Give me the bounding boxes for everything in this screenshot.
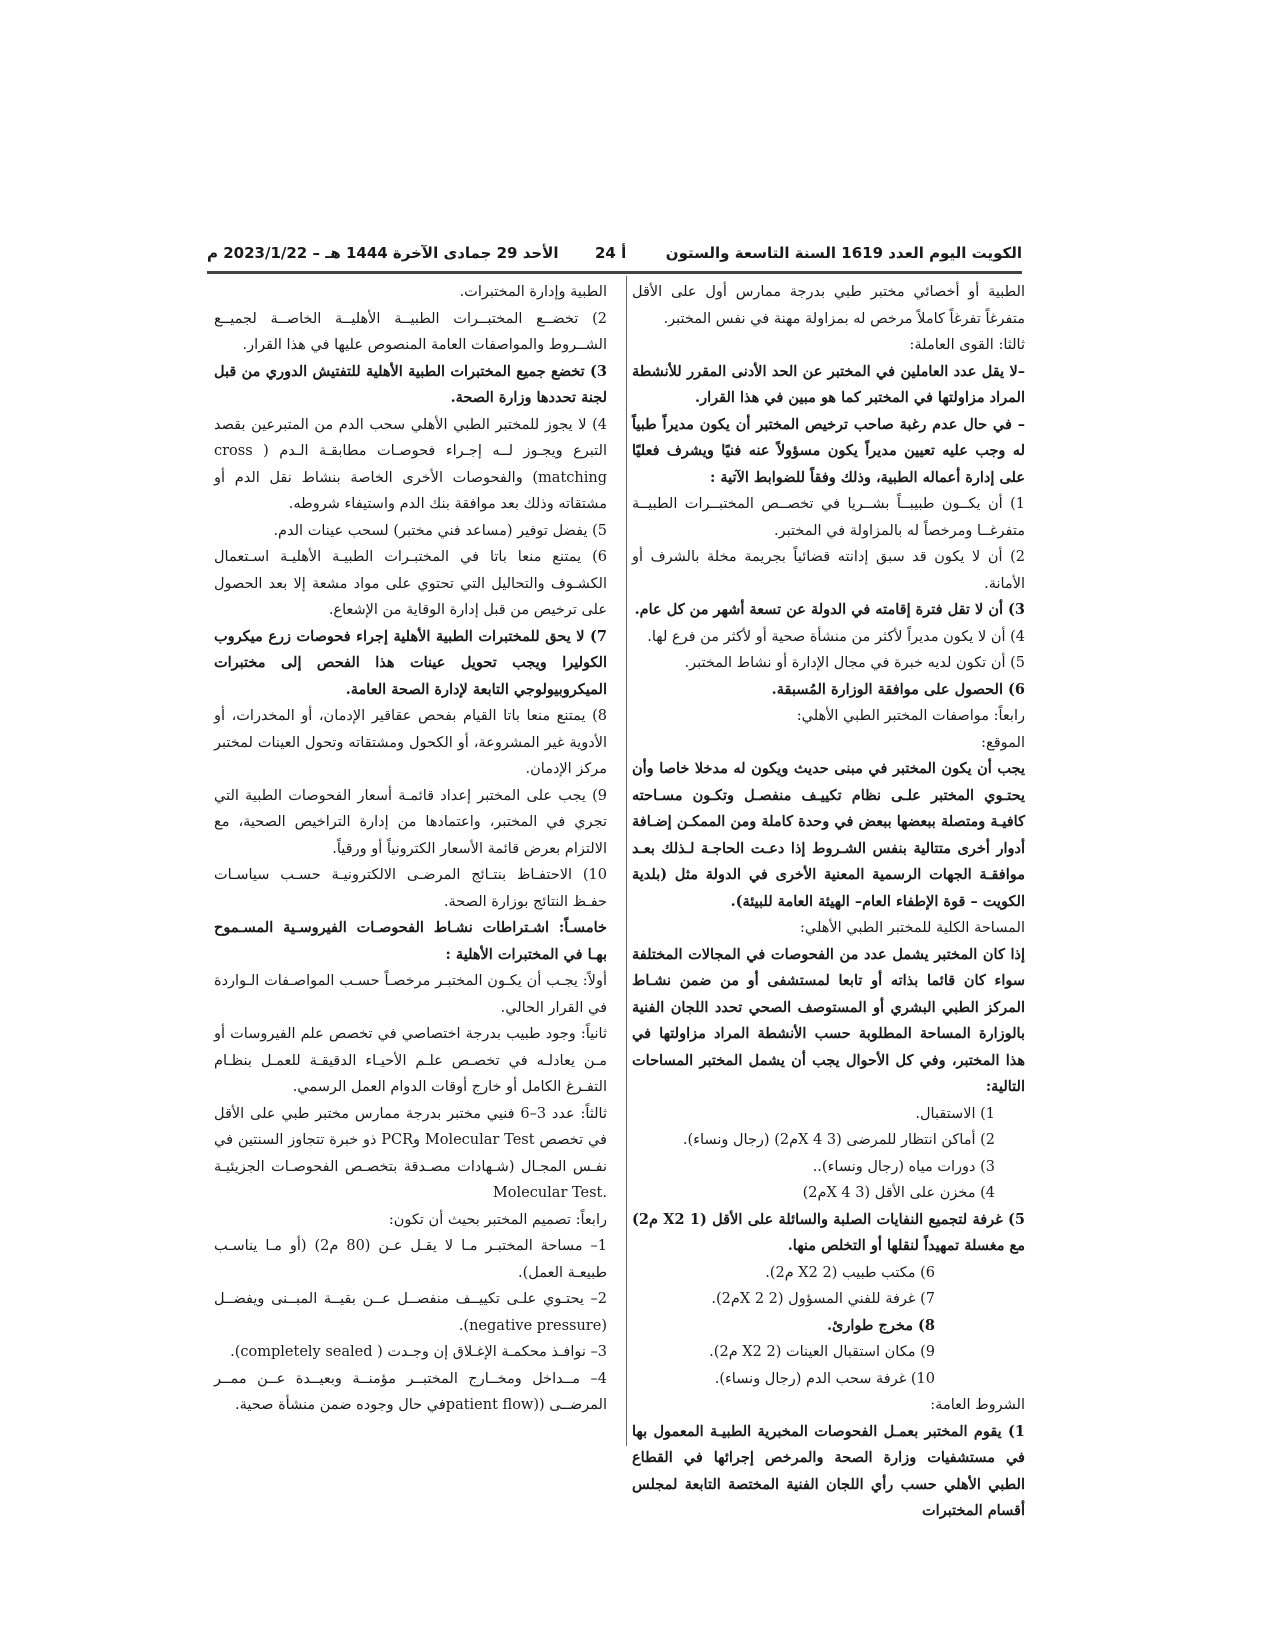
header-date: الأحد 29 جمادى الآخرة 1444 هـ – 2023/1/22 م [207,244,559,262]
list-item: 5) أن تكون لديه خبرة في مجال الإدارة أو نشاط المختبر. [684,655,1025,671]
list-item: 9) مكان استقبال العينات (2 X2 م2). [709,1344,935,1360]
subheading: رابعاً: تصميم المختبر بحيث أن تكون: [388,1211,607,1228]
list-item: 6) مكتب طبيب (2 X2 م2). [765,1264,935,1281]
list-item: 10) غرفة سحب الدم (رجال ونساء). [714,1370,935,1387]
list-item: 7) غرفة للفني المسؤول (2 X 2م2). [711,1291,935,1307]
list-item: 4) لا يجوز للمختبر الطبي الأهلي سحب الدم من المتبرعين بقصد التبرع ويجـوز لــه إجـراء فحوصـات مطابقـة الـدم ( cross matching) والفحوصات الأخرى الخاصة بنشاط نقل الدم أو مشتقاته وذلك بعد موافقة بنك الدم واستيفاء شروطه. [214,416,607,512]
list-item: 3) أن لا تقل فترة إقامته في الدولة عن تسعة أشهر من كل عام. [634,601,1025,618]
paragraph: – في حال عدم رغبة صاحب ترخيص المختبر أن يكون مديراً طبياً له وجب عليه تعيين مديراً يكون مسؤولاً عنه فنيًا ويشرف فعليًا على إدارة أعماله الطبية، وذلك وفقاً للضوابط الآتية : [632,415,1025,486]
list-item: 6) الحصول على موافقة الوزارة المُسبقة. [771,680,1025,698]
paragraph: الطبية أو أخصائي مختبر طبي بدرجة ممارس أول على الأقل متفرغاً تفرغاً كاملاً مرخص له بمزاولة مهنة في نفس المختبر. [632,284,1025,327]
list-item: 1– مساحة المختبـر مـا لا يقـل عـن (80 م2) (أو مـا يناسـب طبيعـة العمل). [214,1238,607,1281]
page-header [207,238,1022,268]
list-item: 4) أن لا يكون مديراً لأكثر من منشأة صحية أو لأكثر من فرع لها. [647,628,1025,645]
subheading: المساحة الكلية للمختبر الطبي الأهلي: [800,920,1025,936]
list-item: 8) يمتنع منعا باتا القيام بفحص عقاقير الإدمان، أو المخدرات، أو الأدوية غير المشروعة، أو الكحول ومشتقاته وتحول العينات لمختبر مركز الإدمان. [214,708,607,777]
left-column [214,279,607,1449]
list-item: 1) أن يكــون طبيبــاً بشــريا في تخصــص المختبــرات الطبيــة متفرغــا ومرخصاً له بالمزاولة في المختبر. [632,496,1025,539]
list-item: 5) يفضل توفير (مساعد فني مختبر) لسحب عينات الدم. [273,522,607,539]
list-item: 9) يجب على المختبر إعداد قائمـة أسعار الفحوصات الطبية التي تجري في المختبر، واعتمادها من إدارة التراخيص الصحية، مع الالتزام بعرض قائمة الأسعار الكترونياً أو ورقياً. [214,787,607,857]
header-rule [207,271,1022,274]
list-item: 4) مخزن على الأقل (3 X 4م2) [802,1185,995,1201]
list-item: 2) تخضــع المختبــرات الطبيــة الأهليــة الخاصــة لجميــع الشــروط والمواصفات العامة المنصوص عليها في هذا القرار. [214,310,607,353]
list-item: 5) غرفة لتجميع النفايات الصلبة والسائلة على الأقل (1 X2 م2) مع مغسلة تمهيداً لنقلها أو التخلص منها. [632,1210,1025,1254]
list-item: 3– نوافـذ محكمـة الإغـلاق إن وجـدت ( completely sealed). [230,1344,607,1360]
right-column [632,279,1025,1519]
paragraph: ثالثاً: عدد 3–6 فنيي مختبر بدرجة ممارس مختبر طبي على الأقل في تخصص Molecular Test وPCR ذو خبرة تتجاوز السنتين في نفـس المجـال (شـهادات مصـدقة بتخصـص الفحوصـات الجزيئيـة .Molecular Test [214,1105,607,1201]
list-item: 2– يحتـوي علـى تكييــف منفصــل عــن بقيــة المبــنى ويفضــل (negative pressure). [214,1291,607,1334]
paragraph: يجب أن يكون المختبر في مبنى حديث ويكون له مدخلا خاصا وأن يحتـوي المختبر علـى نظام تكييـف منفصـل وتكـون مسـاحته كافيـة ومتصلة ببعضها ببعض في وحدة كاملة ومن الممكـن إضـافة أدوار أخرى متتالية بنفس الشـروط إذا دعـت الحاجـة لـذلك بعـد موافقـة الجهات الرسمية المعنية الأخرى في الدولة مثل (بلدية الكويت – قوة الإطفاء العام– الهيئة العامة للبيئة). [632,760,1025,910]
section-heading: خامسـاً: اشـتراطات نشـاط الفحوصـات الفيروسـية المسـموح بهـا في المختبرات الأهلية : [214,919,607,963]
list-item: 3) دورات مياه (رجال ونساء).. [812,1158,995,1175]
list-item: 7) لا يحق للمختبرات الطبية الأهلية إجراء فحوصات زرع ميكروب الكوليرا ويجب تحويل عينات هذا الفحص إلى مختبرات الميكروبيولوجي التابعة لإدارة الصحة العامة. [214,627,607,698]
paragraph: أولاً: يجـب أن يكـون المختبـر مرخصـاً حسـب المواصـفات الـواردة في القرار الحالي. [214,973,607,1016]
list-item: 6) يمتنع منعا باتا في المختبـرات الطبيـة الأهليـة اسـتعمال الكشـوف والتحاليل التي تحتوي على مواد مشعة إلا بعد الحصول على ترخيص من قبل إدارة الوقاية من الإشعاع. [214,549,607,618]
list-item: 1) الاستقبال. [915,1105,995,1122]
subheading: الشروط العامة: [930,1397,1025,1413]
paragraph: ثانياً: وجود طبيب بدرجة اختصاصي في تخصص علم الفيروسات أو مـن يعادلـه في تخصـص علـم الأحيـاء الدقيقـة للعمـل بنظـام التفـرغ الكامل أو خارج أوقات الدوام العمل الرسمي. [214,1026,607,1095]
list-item: 2) أماكن انتظار للمرضى (3 X 4م2) (رجال ونساء). [682,1132,995,1148]
list-item: 1) يقوم المختبر بعمـل الفحوصات المخبرية الطبيـة المعمول بها في مستشفيات وزارة الصحة والمرخص إجرائها في القطاع الطبي الأهلي حسب رأي اللجان الفنية المختصة التابعة لمجلس أقسام المختبرات [632,1422,1025,1519]
header-page-number: أ 24 [595,244,627,262]
section-heading: رابعاً: مواصفات المختبر الطبي الأهلي: [796,708,1025,724]
list-item: 2) أن لا يكون قد سبق إدانته قضائياً بجريمة مخلة بالشرف أو الأمانة. [632,549,1025,592]
paragraph: إذا كان المختبر يشمل عدد من الفحوصات في المجالات المختلفة سواء كان قائما بذاته أو تابعا لمستشفى أو من ضمن نشـاط المركز الطبي البشري أو المستوصف الصحي تحدد اللجان الفنية بالوزارة المساحة المطلوبة حسب الأنشطة المراد مزاولتها في هذا المختبر، وفي كل الأحوال يجب أن يشمل المختبر المساحات التالية: [632,945,1025,1095]
list-item: 4– مــداخل ومخــارج المختبــر مؤمنــة وبعيــدة عــن ممــر المرضــى ((patient flowفي حال وجوده ضمن منشأة صحية. [214,1370,607,1413]
header-publication: الكويت اليوم العدد 1619 السنة التاسعة والستون [665,244,1022,262]
list-item: 8) مخرج طوارئ. [827,1316,935,1334]
list-item: 3) تخضع جميع المختبرات الطبية الأهلية للتفتيش الدوري من قبل لجنة تحددها وزارة الصحة. [214,362,607,406]
paragraph: –لا يقل عدد العاملين في المختبر عن الحد الأدنى المقرر للأنشطة المراد مزاولتها في المختبر كما هو مبين في هذا القرار. [632,362,1025,406]
paragraph: الطبية وإدارة المختبرات. [459,284,607,300]
subheading: الموقع: [981,734,1025,751]
list-item: 10) الاحتفـاظ بنتـائج المرضـى الالكترونيـة حسـب سياسـات حفـظ النتائج بوزارة الصحة. [214,867,607,910]
section-heading: ثالثا: القوى العاملة: [909,337,1025,353]
column-divider [626,276,627,1446]
